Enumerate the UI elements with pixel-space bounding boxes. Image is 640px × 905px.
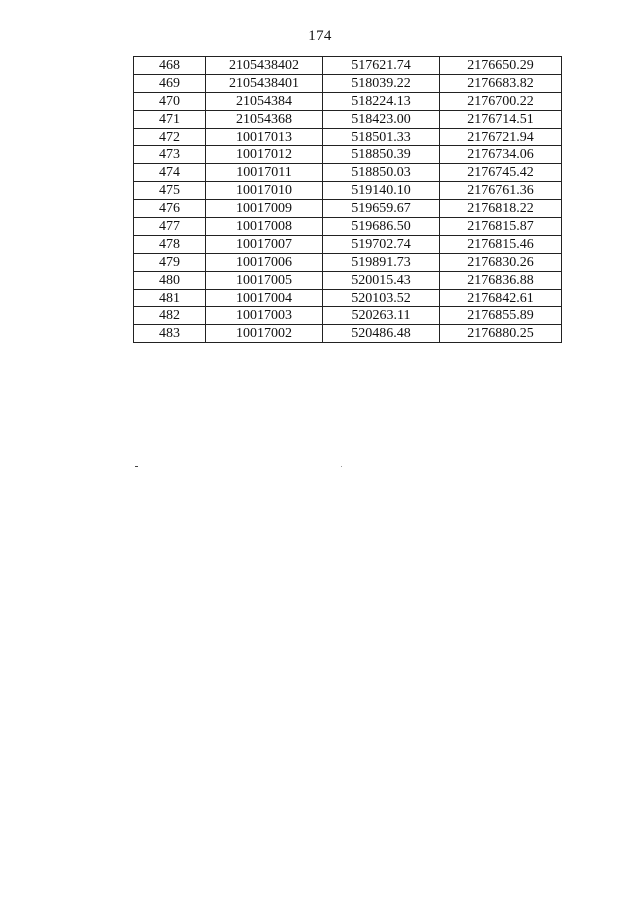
y-coordinate-cell: 2176855.89 bbox=[440, 307, 562, 325]
row-number-cell: 478 bbox=[134, 235, 206, 253]
y-coordinate-cell: 2176842.61 bbox=[440, 289, 562, 307]
row-number-cell: 481 bbox=[134, 289, 206, 307]
y-coordinate-cell: 2176721.94 bbox=[440, 128, 562, 146]
x-coordinate-cell: 520015.43 bbox=[323, 271, 440, 289]
y-coordinate-cell: 2176818.22 bbox=[440, 200, 562, 218]
point-id-cell: 10017002 bbox=[206, 325, 323, 343]
point-id-cell: 10017010 bbox=[206, 182, 323, 200]
table-row bbox=[134, 235, 562, 253]
x-coordinate-cell: 518850.39 bbox=[323, 146, 440, 164]
x-coordinate-cell: 518501.33 bbox=[323, 128, 440, 146]
row-number-cell: 471 bbox=[134, 110, 206, 128]
x-coordinate-cell: 520103.52 bbox=[323, 289, 440, 307]
x-coordinate-cell: 517621.74 bbox=[323, 57, 440, 75]
x-coordinate-cell: 519659.67 bbox=[323, 200, 440, 218]
y-coordinate-cell: 2176745.42 bbox=[440, 164, 562, 182]
row-number-cell: 468 bbox=[134, 57, 206, 75]
y-coordinate-cell: 2176761.36 bbox=[440, 182, 562, 200]
row-number-cell: 480 bbox=[134, 271, 206, 289]
y-coordinate-cell: 2176734.06 bbox=[440, 146, 562, 164]
row-number-cell: 477 bbox=[134, 218, 206, 236]
y-coordinate-cell: 2176714.51 bbox=[440, 110, 562, 128]
table-row bbox=[134, 92, 562, 110]
y-coordinate-cell: 2176836.88 bbox=[440, 271, 562, 289]
point-id-cell: 10017003 bbox=[206, 307, 323, 325]
row-number-cell: 475 bbox=[134, 182, 206, 200]
y-coordinate-cell: 2176700.22 bbox=[440, 92, 562, 110]
y-coordinate-cell: 2176650.29 bbox=[440, 57, 562, 75]
row-number-cell: 479 bbox=[134, 253, 206, 271]
point-id-cell: 21054384 bbox=[206, 92, 323, 110]
row-number-cell: 483 bbox=[134, 325, 206, 343]
x-coordinate-cell: 519140.10 bbox=[323, 182, 440, 200]
table-row bbox=[134, 146, 562, 164]
x-coordinate-cell: 520263.11 bbox=[323, 307, 440, 325]
x-coordinate-cell: 518423.00 bbox=[323, 110, 440, 128]
table-body bbox=[134, 57, 562, 343]
stray-mark bbox=[135, 466, 138, 467]
row-number-cell: 482 bbox=[134, 307, 206, 325]
y-coordinate-cell: 2176830.26 bbox=[440, 253, 562, 271]
coordinates-table bbox=[133, 56, 562, 343]
point-id-cell: 10017006 bbox=[206, 253, 323, 271]
point-id-cell: 10017004 bbox=[206, 289, 323, 307]
table-row bbox=[134, 110, 562, 128]
row-number-cell: 473 bbox=[134, 146, 206, 164]
y-coordinate-cell: 2176815.87 bbox=[440, 218, 562, 236]
page-number: 174 bbox=[308, 28, 332, 44]
table-row bbox=[134, 128, 562, 146]
x-coordinate-cell: 518850.03 bbox=[323, 164, 440, 182]
y-coordinate-cell: 2176880.25 bbox=[440, 325, 562, 343]
table-row bbox=[134, 74, 562, 92]
row-number-cell: 476 bbox=[134, 200, 206, 218]
row-number-cell: 472 bbox=[134, 128, 206, 146]
point-id-cell: 10017009 bbox=[206, 200, 323, 218]
point-id-cell: 10017005 bbox=[206, 271, 323, 289]
y-coordinate-cell: 2176683.82 bbox=[440, 74, 562, 92]
x-coordinate-cell: 519891.73 bbox=[323, 253, 440, 271]
x-coordinate-cell: 520486.48 bbox=[323, 325, 440, 343]
y-coordinate-cell: 2176815.46 bbox=[440, 235, 562, 253]
table-row bbox=[134, 307, 562, 325]
table-row bbox=[134, 289, 562, 307]
row-number-cell: 470 bbox=[134, 92, 206, 110]
table-row bbox=[134, 271, 562, 289]
table-row bbox=[134, 164, 562, 182]
stray-dot bbox=[341, 466, 342, 467]
table-row bbox=[134, 200, 562, 218]
x-coordinate-cell: 519686.50 bbox=[323, 218, 440, 236]
row-number-cell: 474 bbox=[134, 164, 206, 182]
point-id-cell: 10017007 bbox=[206, 235, 323, 253]
x-coordinate-cell: 519702.74 bbox=[323, 235, 440, 253]
x-coordinate-cell: 518039.22 bbox=[323, 74, 440, 92]
row-number-cell: 469 bbox=[134, 74, 206, 92]
point-id-cell: 10017013 bbox=[206, 128, 323, 146]
table-row bbox=[134, 253, 562, 271]
point-id-cell: 21054368 bbox=[206, 110, 323, 128]
point-id-cell: 2105438402 bbox=[206, 57, 323, 75]
table-row bbox=[134, 182, 562, 200]
table-row bbox=[134, 218, 562, 236]
point-id-cell: 2105438401 bbox=[206, 74, 323, 92]
table-row bbox=[134, 57, 562, 75]
point-id-cell: 10017012 bbox=[206, 146, 323, 164]
point-id-cell: 10017008 bbox=[206, 218, 323, 236]
x-coordinate-cell: 518224.13 bbox=[323, 92, 440, 110]
point-id-cell: 10017011 bbox=[206, 164, 323, 182]
table-row bbox=[134, 325, 562, 343]
